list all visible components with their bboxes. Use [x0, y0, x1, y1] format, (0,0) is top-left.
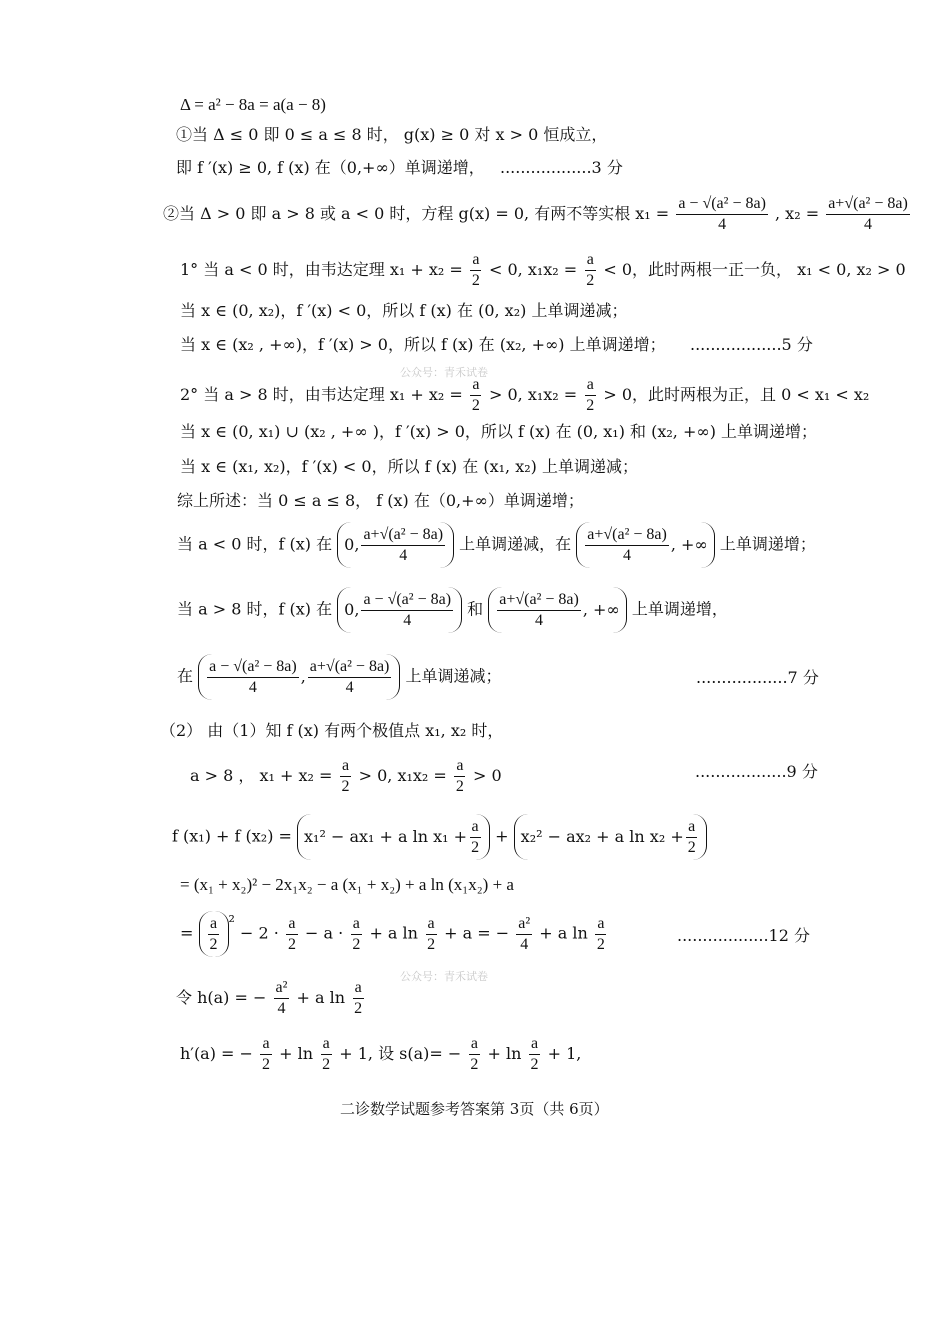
page-footer: 二诊数学试题参考答案第 3页（共 6页）	[340, 1100, 609, 1118]
sub-case-2-decreasing: 当 x ∈ (x₁, x₂)，f ′(x) < 0，所以 f (x) 在 (x₁, x₂) 上单调递减；	[180, 457, 638, 476]
sub-case-2-vieta: 2° 当 a > 8 时，由韦达定理 x₁ + x₂ = $\frac{a}{2}$ > 0, x₁x₂ = $\frac{a}{2}$ > 0，此时两根为正，且 0 < x₁ < x₂	[180, 376, 870, 414]
case-1-condition: ①当 Δ ≤ 0 即 0 ≤ a ≤ 8 时， g(x) ≥ 0 对 x > 0 恒成立，	[176, 125, 608, 144]
watermark: 公众号：青禾试卷	[400, 366, 488, 379]
sub-case-1-increasing: 当 x ∈ (x₂ , +∞)，f ′(x) > 0，所以 f (x) 在 (x₂, +∞) 上单调递增；	[180, 335, 666, 354]
root-x2-fraction: $\frac{\text{a+√(a² − 8a)}}{4}$	[828, 195, 908, 233]
score-mark-5: ..................5 分	[690, 335, 813, 354]
sub-case-1-vieta: 1° 当 a < 0 时，由韦达定理 x₁ + x₂ = $\frac{a}{2}$ < 0, x₁x₂ = $\frac{a}{2}$ < 0，此时两根一正一负， x₁ < 0, x₂ > 0	[180, 251, 906, 289]
summary-a-gt-8: 当 a > 8 时，f (x) 在 0, $\frac{\text{a − √(a² − 8a)}}{4}$ 和 $\frac{\text{a+√(a² − 8a)}}{4}$ , +∞ 上单调递增，	[177, 587, 728, 633]
case-2-condition	[163, 194, 912, 235]
part-2-intro: （2） 由（1）知 f (x) 有两个极值点 x₁, x₂ 时，	[160, 721, 504, 740]
sub-case-1-decreasing: 当 x ∈ (0, x₂)，f ′(x) < 0，所以 f (x) 在 (0, x₂) 上单调递减；	[180, 301, 628, 320]
summary-line: 综上所述：当 0 ≤ a ≤ 8， f (x) 在（0,+∞）单调递增；	[177, 491, 584, 510]
score-mark-12: ..................12 分	[677, 926, 810, 945]
case-2-text: ②当 Δ > 0 即 a > 8 或 a < 0 时，方程 g(x) = 0, 有两不等实根 x₁ =	[163, 204, 670, 223]
root-x1-fraction: $\frac{\text{a − √(a² − 8a)}}{4}$	[678, 195, 766, 233]
score-mark-9: ..................9 分	[695, 762, 818, 781]
define-h: 令 h(a) = − $\frac{\text{a²}}{4}$ + a ln $\frac{a}{2}$	[176, 979, 363, 1017]
summary-a-gt-8-decreasing: 在 $\frac{\text{a − √(a² − 8a)}}{4}$ , $\frac{\text{a+√(a² − 8a)}}{4}$ 上单调递减；	[177, 654, 502, 700]
score-mark-3: ..................3 分	[500, 158, 623, 177]
sum-fx1-fx2: f (x₁) + f (x₂) = x₁² − ax₁ + a ln x₁ + $\frac{a}{2}$ + x₂² − ax₂ + a ln x₂ + $\frac{a}{2}$	[172, 814, 707, 860]
derivative-h: h′(a) = − $\frac{a}{2}$ + ln $\frac{a}{2}$ + 1, 设 s(a)= − $\frac{a}{2}$ + ln $\frac{a}{2}$ + 1,	[180, 1035, 582, 1073]
sum-expansion: = (x₁ + x₂)² − 2x₁x₂ − a (x₁ + x₂) + a ln (x₁x₂) + a	[180, 875, 514, 894]
case-1-conclusion: 即 f ′(x) ≥ 0, f (x) 在（0,+∞）单调递增，	[176, 158, 485, 177]
part-2-vieta: a > 8 ， x₁ + x₂ = $\frac{a}{2}$ > 0, x₁x₂ = $\frac{a}{2}$ > 0	[190, 757, 502, 795]
sum-simplified: = $\frac{a}{2}$ ² − 2 · $\frac{a}{2}$ − a · $\frac{a}{2}$ + a ln $\frac{a}{2}$ + a = − $\frac{\text{a²}}{4}$ + a ln $\frac{a}{2}$	[180, 911, 609, 957]
watermark: 公众号：青禾试卷	[400, 970, 488, 983]
case-2-text-b: , x₂ =	[775, 204, 820, 223]
sub-case-2-increasing: 当 x ∈ (0, x₁) ∪ (x₂ , +∞ )，f ′(x) > 0，所以 f (x) 在 (0, x₁) 和 (x₂, +∞) 上单调递增；	[180, 422, 818, 441]
summary-negative-a: 当 a < 0 时，f (x) 在 0, $\frac{\text{a+√(a² − 8a)}}{4}$ 上单调递减，在 $\frac{\text{a+√(a² − 8a)}}{4}$ , +∞ 上单调递增；	[177, 522, 816, 568]
delta-line: Δ = a² − 8a = a(a − 8)	[180, 95, 326, 114]
score-mark-7: ..................7 分	[696, 668, 819, 687]
